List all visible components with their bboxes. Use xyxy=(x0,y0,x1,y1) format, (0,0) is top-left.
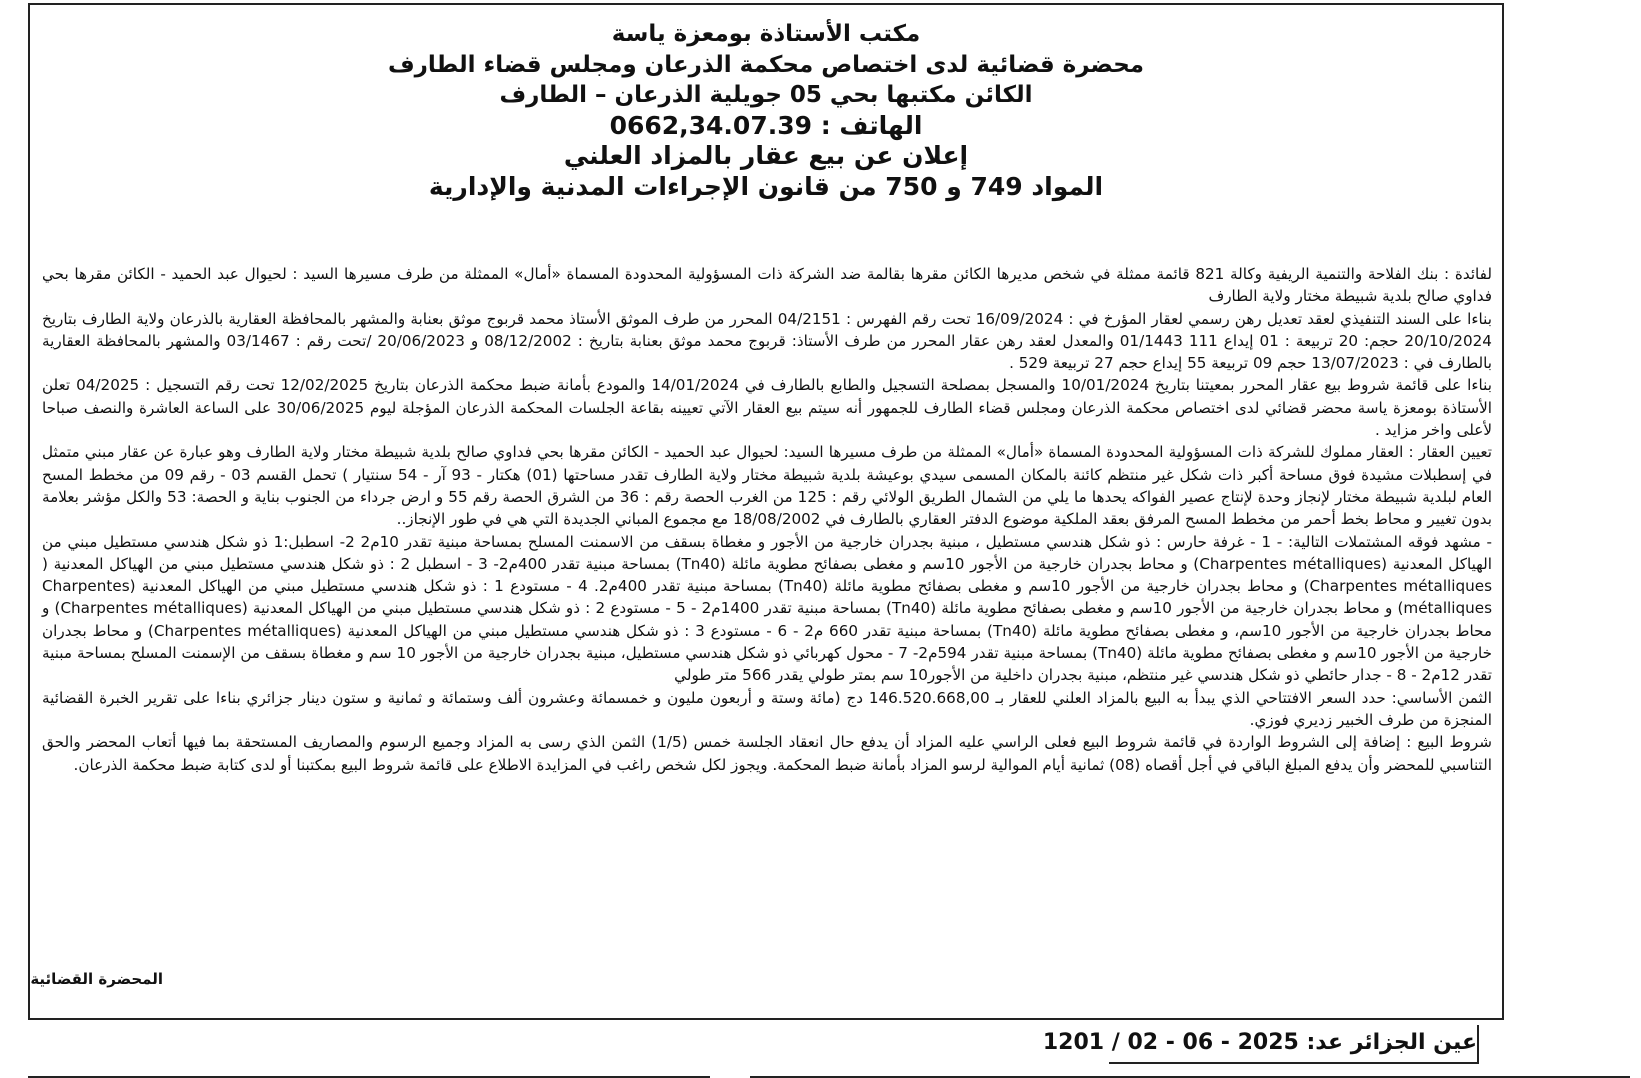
paragraph-base-price: الثمن الأساسي: حدد السعر الافتتاحي الذي يبدأ به البيع بالمزاد العلني للعقار بـ 146.520.668,00 دج (مائة وستة و أربعون مليون و خمسمائة وعشرون ألف وستمائة و ثمانية و ستون دينار جزائري بناءا على تقرير الخبرة القضائية المنجزة من طرف الخبير زديري فوزي. xyxy=(42,688,1492,729)
office-address: الكائن مكتبها بحي 05 جويلية الذرعان – الطارف xyxy=(499,82,1033,108)
paragraph-sale-conditions-list: بناءا على قائمة شروط بيع عقار المحرر بمعيتنا بتاريخ 10/01/2024 والمسجل بمصلحة التسجيل والطابع بالطارف في 14/01/2024 والمودع بأمانة ضبط محكمة الذرعان بتاريخ 12/02/2025 تحت رقم التسجيل : 04/2025 تعلن الأستاذة بومعزة ياسة محضر قضائي لدى اختصاص محكمة الذرعان ومجلس قضاء الطارف للجمهور أنه سيتم بيع العقار الآتي تعيينه بقاعة الجلسات المحكمة الذرعان المؤجلة ليوم 30/06/2025 على الساعة العاشرة والنصف صباحا لأعلى واخر مزايد . xyxy=(42,376,1493,440)
reference-number: 1201 / 02 - 06 - 2025 xyxy=(1042,1030,1299,1055)
bailiff-signature: المحضرة القضائية xyxy=(30,970,163,988)
paragraph-property-contents: - مشهد فوقه المشتملات التالية: - 1 - غرفة حارس : ذو شكل هندسي مستطيل ، مبنية بجدران خارجية من الأجور و مغطاة بسقف من الاسمنت المسلح بمساحة مبنية تقدر 10م2 2- اسطبل:1 ذو شكل هندسي مستطيل مبني من الهياكل المعدنية (Charpentes métalliques) و محاط بجدران خارجية من الأجور 10سم و مغطى بصفائح مطوية مائلة (Tn40) بمساحة مبنية تقدر 400م2- 3 - اسطبل 2 : ذو شكل هندسي مستطيل مبني من الهياكل المعدنية ( Charpentes métalliques) و محاط بجدران خارجية من الأجور 10سم و مغطى بصفائح مطوية مائلة (Tn40) بمساحة مبنية تقدر 400م2. 4 - مستودع 1 : ذو شكل هندسي مستطيل مبني من الهياكل المعدنية (Charpentes métalliques) و محاط بجدران خارجية من الأجور 10سم و مغطى بصفائح مطوية مائلة (Tn40) بمساحة مبنية تقدر 1400م2 - 5 - مستودع 2 : ذو شكل هندسي مستطيل مبني من الهياكل المعدنية (Charpentes métalliques) و محاط بجدران خارجية من الأجور 10سم، و مغطى بصفائح مطوية مائلة (Tn40) بمساحة مبنية تقدر 660 م2 - 6 - مستودع 3 : ذو شكل هندسي مستطيل مبني من الهياكل المعدنية (Charpentes métalliques) و محاط بجدران خارجية من الأجور 10سم و مغطى بصفائح مطوية مائلة (Tn40) بمساحة مبنية تقدر 594م2- 7 - محول كهربائي ذو شكل هندسي مستطيل، مبنية بجدران خارجية من الأجور 10 سم و مغطاة بسقف من الإسمنت المسلح بمساحة مبنية تقدر 12م2 - 8 - جدار حائطي ذو شكل هندسي غير منتظم، مبنية بجدران داخلية من الأجور10 سم بمتر طولي يقدر 566 متر طولي xyxy=(42,532,1493,685)
paragraph-property-designation: تعيين العقار : العقار مملوك للشركة ذات المسؤولية المحدودة المسماة «أمال» الممثلة من طرف مسيرها السيد: لحيوال عبد الحميد - الكائن مقرها بحي فداوي صالح بلدية شبيطة مختار ولاية الطارف وهو عبارة عن عقار مبني متمثل في إسطبلات مشيدة فوق مساحة أكبر ذات شكل غير منتظم كائنة بالمكان المسمى سيدي بوعيشة بلدية شبيطة مختار ولاية الطارف تقدر مساحتها (01) هكتار - 93 آر - 54 سنتيار ) تحمل القسم 03 - رقم 09 من مخطط المسح العام لبلدية شبيطة مختار لإنجاز وحدة لإنتاج عصير الفواكه يحدها ما يلي من الشمال الطريق الولائي رقم : 125 من الغرب الحصة رقم : 36 من الشرق الحصة رقم 55 و ارض جرداء من الجنوب بناية و الحصة: 53 والكل مؤشر بعلامة بدون تغيير و محاط بخط أحمر من مخطط المسح المرفق بعقد الملكية موضوع الدفتر العقاري بالطارف في 18/08/2002 مع مجموع المباني الجديدة التي هي في طور الإنجاز.. xyxy=(42,443,1492,529)
publication-reference xyxy=(1042,1025,1479,1064)
jurisdiction: محضرة قضائية لدى اختصاص محكمة الذرعان ومجلس قضاء الطارف xyxy=(387,51,1145,78)
notice-header xyxy=(30,19,1502,202)
paragraph-beneficiary: لفائدة : بنك الفلاحة والتنمية الريفية وكالة 821 قائمة ممثلة في شخص مديرها الكائن مقرها بقالمة ضد الشركة ذات المسؤولية المحدودة المسماة «أمال» الممثلة من طرف مسيرها السيد : لحيوال عبد الحميد - الكائن مقرها بحي فداوي صالح بلدية شبيطة مختار ولاية الطارف xyxy=(42,265,1492,306)
reference-label: عين الجزائر عد: xyxy=(1306,1030,1477,1055)
office-name: مكتب الأستاذة بومعزة ياسة xyxy=(611,21,921,47)
paragraph-sale-terms: شروط البيع : إضافة إلى الشروط الواردة في قائمة شروط البيع فعلى الراسي عليه المزاد أن يدفع حال انعقاد الجلسة خمس (1/5) الثمن الذي رسى به المزاد وجميع الرسوم والمصاريف المستحقة بما فيها أتعاب المحضر والحق التناسبي للمحضر وأن يدفع المبلغ الباقي في أجل أقصاه (08) ثمانية أيام الموالية لرسو المزاد بأمانة ضبط المحكمة. ويجوز لكل شخص راغب في المزايدة الاطلاع على قائمة شروط البيع بمكتبنا أو لدى كتابة ضبط محكمة الذرعان. xyxy=(42,733,1493,774)
notice-body xyxy=(42,263,1492,776)
notice-frame xyxy=(28,3,1504,1020)
phone-number: الهاتف : 0662,34.07.39 xyxy=(609,110,923,140)
legal-articles: المواد 749 و 750 من قانون الإجراءات المدنية والإدارية xyxy=(428,171,1104,201)
paragraph-executive-title: بناءا على السند التنفيذي لعقد تعديل رهن رسمي لعقار المؤرخ في : 16/09/2024 تحت رقم الفهرس : 04/2151 المحرر من طرف الموثق الأستاذ محمد قربوج موثق بعنابة والمشهر بالمحافظة العقارية بالذرعان ولاية الطارف بتاريخ 20/10/2024 حجم: 20 تربيعة : 01 إيداع 111 01/1443 والمعدل لعقد رهن عقار المحرر من طرف الأستاذ: قربوج محمد موثق بعنابة بتاريخ : 08/12/2002 و 20/06/2023 /تحت رقم : 03/1467 والمشهر بالمحافظة العقارية بالطارف في : 13/07/2023 حجم 09 تربيعة 55 إيداع حجم 27 تربيعة 529 . xyxy=(42,309,1492,373)
notice-title: إعلان عن بيع عقار بالمزاد العلني xyxy=(563,141,969,170)
